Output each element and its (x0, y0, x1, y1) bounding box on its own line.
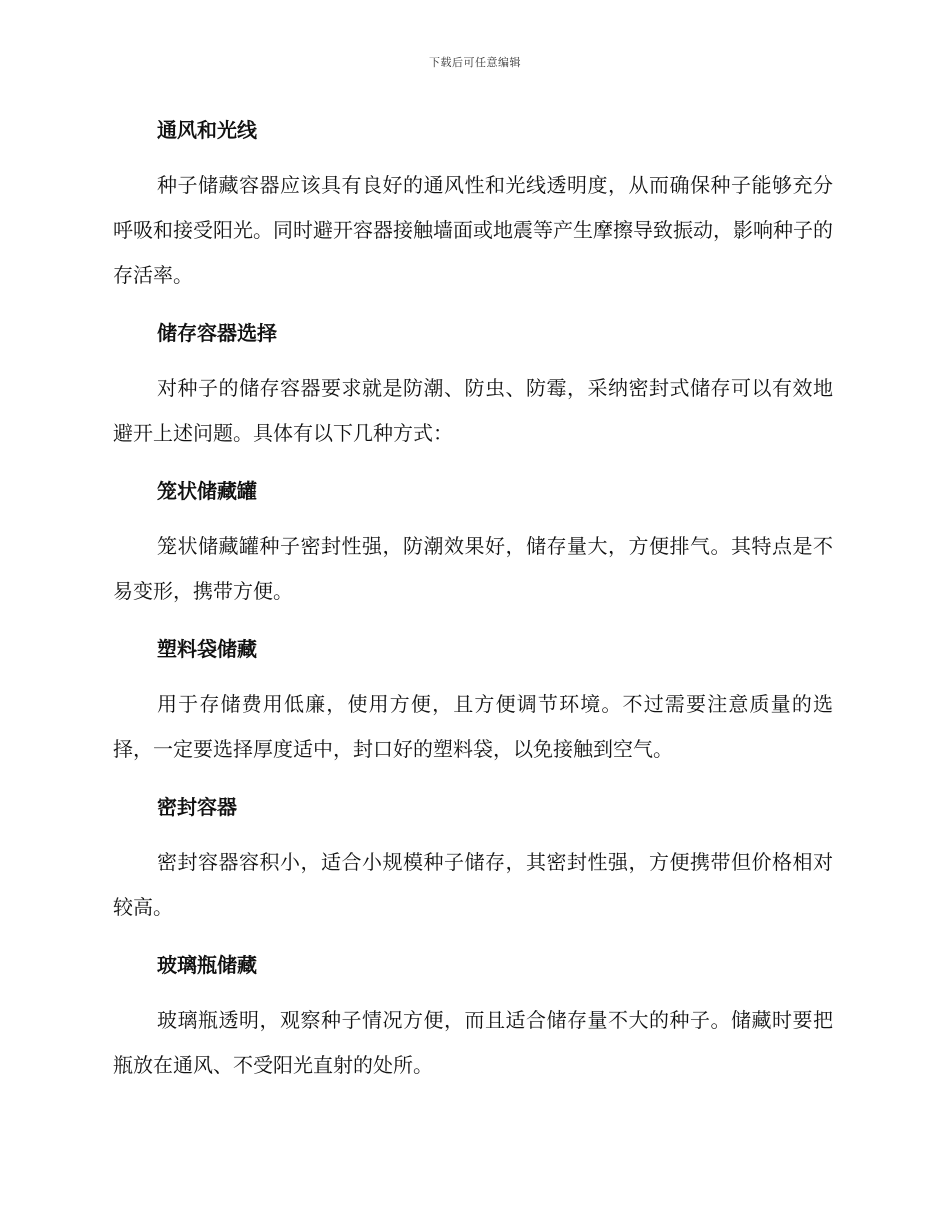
section-paragraph: 对种子的储存容器要求就是防潮、防虫、防霉，采纳密封式储存可以有效地避开上述问题。具体有以下几种方式： (113, 376, 833, 445)
section-paragraph: 密封容器容积小，适合小规模种子储存，其密封性强，方便携带但价格相对较高。 (113, 850, 833, 919)
section-paragraph: 种子储藏容器应该具有良好的通风性和光线透明度，从而确保种子能够充分呼吸和接受阳光。同时避开容器接触墙面或地震等产生摩擦导致振动，影响种子的存活率。 (113, 173, 833, 287)
section-glass-bottle (113, 945, 833, 1088)
section-ventilation-light (113, 110, 833, 298)
page-header: 下载后可任意编辑 (429, 56, 521, 69)
section-heading: 笼状储藏罐 (157, 479, 257, 503)
section-heading: 储存容器选择 (157, 321, 277, 345)
section-paragraph: 笼状储藏罐种子密封性强，防潮效果好，储存量大，方便排气。其特点是不易变形，携带方便。 (113, 534, 833, 603)
section-paragraph: 玻璃瓶透明，观察种子情况方便，而且适合储存量不大的种子。储藏时要把瓶放在通风、不受阳光直射的处所。 (113, 1008, 833, 1077)
section-paragraph: 用于存储费用低廉，使用方便，且方便调节环境。不过需要注意质量的选择，一定要选择厚度适中，封口好的塑料袋，以免接触到空气。 (113, 692, 833, 761)
section-sealed-container (113, 787, 833, 930)
document-body (113, 110, 833, 1103)
section-heading: 通风和光线 (157, 118, 257, 142)
section-container-selection (113, 313, 833, 456)
section-plastic-bag (113, 629, 833, 772)
section-cage-jar (113, 471, 833, 614)
section-heading: 玻璃瓶储藏 (157, 953, 257, 977)
section-heading: 塑料袋储藏 (157, 637, 257, 661)
section-heading: 密封容器 (157, 795, 237, 819)
